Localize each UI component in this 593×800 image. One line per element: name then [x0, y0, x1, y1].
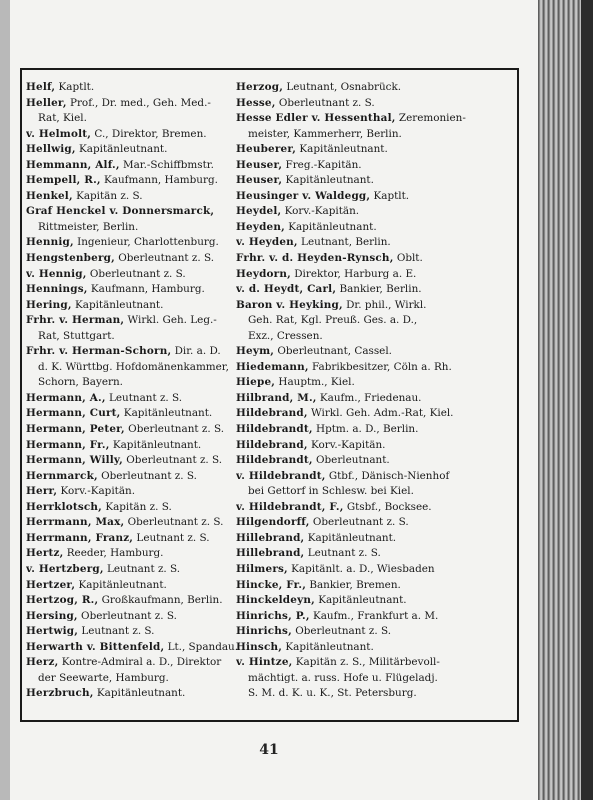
entry-details: Lt., Spandau.: [164, 640, 239, 653]
entry-name: Hildebrandt,: [236, 423, 313, 436]
entry-details: S. M. d. K. u. K., St. Petersburg.: [248, 687, 417, 700]
directory-entry: [26, 189, 252, 205]
entry-continuation-line: [26, 360, 252, 376]
entry-details: Leutnant, Osnabrück.: [283, 81, 402, 93]
entry-details: Exz., Cressen.: [248, 329, 323, 342]
entry-name: Hiepe,: [236, 376, 276, 389]
entry-name: Hincke, Fr.,: [236, 578, 307, 591]
entry-name: Hilgendorff,: [236, 516, 310, 529]
directory-entry: [236, 344, 508, 360]
entry-name: v. d. Heydt, Carl,: [236, 283, 337, 296]
directory-entry: [236, 189, 508, 205]
entry-name: v. Hennig,: [26, 267, 87, 280]
directory-entry: [236, 96, 508, 112]
entry-name: Hinrichs, P.,: [236, 609, 310, 622]
entry-details: Kaufmann, Hamburg.: [100, 174, 218, 187]
directory-entry: [236, 453, 508, 469]
directory-entry: [236, 158, 508, 174]
directory-entry: [26, 686, 252, 702]
entry-details: Mar.-Schiffbmstr.: [119, 158, 214, 171]
entry-name: Hennig,: [26, 236, 74, 249]
entry-details: Wirkl. Geh. Leg.-: [124, 314, 217, 327]
entry-name: Frhr. v. Herman-Schorn,: [26, 345, 172, 358]
directory-entry: [26, 484, 252, 500]
directory-entry: [26, 80, 252, 96]
entry-details: Kaptlt.: [370, 189, 410, 202]
entry-details: Kapitänleutnant.: [282, 640, 374, 653]
entry-details: Dr. phil., Wirkl.: [342, 298, 427, 311]
entry-name: Heusinger v. Waldegg,: [236, 189, 371, 202]
entry-details: Rittmeister, Berlin.: [38, 220, 139, 233]
directory-entry: [26, 453, 252, 469]
directory-entry: [26, 96, 252, 112]
directory-entry: [236, 609, 508, 625]
entry-details: Oberleutnant z. S.: [124, 423, 224, 436]
directory-entry: [26, 173, 252, 189]
entry-details: Bankier, Berlin.: [336, 283, 422, 296]
entry-details: Großkaufmann, Berlin.: [98, 594, 223, 607]
directory-entry: [26, 158, 252, 174]
entry-name: Hilmers,: [236, 562, 288, 575]
entry-name: Hilbrand, M.,: [236, 391, 317, 404]
entry-continuation-line: [26, 671, 252, 687]
directory-entry: [26, 422, 252, 438]
directory-entry: [26, 609, 252, 625]
directory-entry: [26, 344, 252, 360]
entry-name: Heuberer,: [236, 143, 297, 156]
entry-details: Oberleutnant z. S.: [309, 516, 409, 529]
entry-details: Leutnant, Berlin.: [297, 236, 391, 249]
entry-name: Hillebrand,: [236, 547, 305, 560]
page-number: 41: [259, 742, 279, 758]
entry-name: Hildebrandt,: [236, 454, 313, 467]
entry-name: Hertwig,: [26, 625, 79, 638]
directory-entry: [236, 251, 508, 267]
directory-entry: [26, 142, 252, 158]
entry-details: Kapitänleutnant.: [284, 220, 377, 233]
entry-details: Oberleutnant.: [312, 454, 390, 467]
entry-name: v. Hildebrandt, F.,: [236, 500, 344, 513]
entry-details: Fabrikbesitzer, Cöln a. Rh.: [308, 360, 452, 373]
entry-details: Kaufmann, Hamburg.: [87, 283, 205, 296]
entry-details: Kapitänleutnant.: [109, 438, 202, 451]
directory-entry: [26, 127, 252, 143]
book-spine-shadow: [581, 0, 593, 800]
entry-name: v. Helmolt,: [26, 127, 92, 140]
entry-details: C., Direktor, Bremen.: [91, 127, 207, 140]
entry-details: Hptm. a. D., Berlin.: [312, 423, 419, 436]
directory-entry: [236, 220, 508, 236]
entry-name: Hempell, R.,: [26, 174, 101, 187]
entry-name: Hennings,: [26, 283, 88, 296]
entry-name: Heym,: [236, 345, 275, 358]
left-column: [26, 80, 252, 702]
directory-entry: [236, 624, 508, 640]
directory-entry: [236, 593, 508, 609]
directory-entry: [236, 422, 508, 438]
directory-entry: [26, 593, 252, 609]
directory-entry: [26, 624, 252, 640]
entry-details: Wirkl. Geh. Adm.-Rat, Kiel.: [307, 407, 454, 420]
directory-entry: [26, 515, 252, 531]
entry-details: Kapitänleutnant.: [93, 687, 186, 700]
entry-details: Direktor, Harburg a. E.: [290, 267, 417, 280]
entry-details: Gtsbf., Bocksee.: [343, 500, 432, 513]
entry-continuation-line: [236, 686, 508, 702]
entry-details: Oberleutnant z. S.: [291, 625, 392, 638]
entry-details: Reeder, Hamburg.: [63, 547, 164, 560]
entry-continuation-line: [26, 375, 252, 391]
entry-name: Herrmann, Max,: [26, 516, 125, 529]
entry-details: Kapitän z. S.: [102, 500, 172, 513]
entry-name: Hermann, Curt,: [26, 407, 121, 420]
entry-details: Freg.-Kapitän.: [282, 158, 362, 171]
entry-name: Herrmann, Franz,: [26, 531, 134, 544]
entry-details: Oberleutnant z. S.: [86, 267, 186, 280]
entry-name: Hernmarck,: [26, 469, 98, 482]
entry-name: Frhr. v. d. Heyden-Rynsch,: [236, 252, 394, 265]
directory-entry: [26, 655, 252, 671]
entry-details: Ingenieur, Charlottenburg.: [73, 236, 219, 249]
entry-details: Geh. Rat, Kgl. Preuß. Ges. a. D.,: [248, 314, 418, 327]
entry-name: Herrklotsch,: [26, 500, 103, 513]
entry-details: Leutnant z. S.: [105, 391, 183, 404]
entry-details: Dir. a. D.: [171, 345, 221, 358]
directory-entry: [236, 406, 508, 422]
entry-details: Oblt.: [393, 252, 423, 265]
entry-details: Rat, Kiel.: [38, 112, 87, 125]
entry-details: Rat, Stuttgart.: [38, 329, 115, 342]
directory-entry: [236, 298, 508, 314]
directory-entry: [236, 80, 508, 96]
directory-entry: [26, 438, 252, 454]
entry-details: d. K. Württbg. Hofdomänenkammer,: [38, 360, 229, 373]
entry-name: v. Heyden,: [236, 236, 298, 249]
directory-entry: [26, 313, 252, 329]
entry-name: Hermann, Fr.,: [26, 438, 110, 451]
directory-entry: [236, 204, 508, 220]
entry-details: Kapitänleutnant.: [75, 143, 168, 156]
entry-name: Heuser,: [236, 174, 283, 187]
entry-name: Graf Henckel v. Donnersmarck,: [26, 205, 215, 218]
entry-details: Kapitän z. S., Militärbevoll-: [292, 656, 440, 669]
directory-entry: [236, 235, 508, 251]
directory-entry: [26, 640, 252, 656]
entry-details: Kaptlt.: [55, 81, 95, 93]
entry-details: Prof., Dr. med., Geh. Med.-: [66, 96, 211, 109]
entry-details: Leutnant z. S.: [133, 531, 210, 544]
entry-name: Herz,: [26, 656, 59, 669]
directory-entry: [26, 546, 252, 562]
entry-details: Kapitänleutnant.: [304, 531, 397, 544]
directory-entry: [26, 500, 252, 516]
directory-entry: [236, 515, 508, 531]
entry-name: Hertzer,: [26, 578, 76, 591]
entry-details: Kapitänleutnant.: [282, 174, 374, 187]
entry-details: Zeremonien-: [395, 112, 466, 125]
entry-details: Kapitänleutnant.: [296, 143, 388, 156]
entry-name: Hellwig,: [26, 143, 76, 156]
entry-name: Hengstenberg,: [26, 252, 115, 265]
entry-details: mächtigt. a. russ. Hofe u. Flügeladj.: [248, 671, 438, 684]
entry-details: Kaufm., Friedenau.: [316, 391, 422, 404]
directory-entry: [236, 562, 508, 578]
entry-name: Hermann, A.,: [26, 391, 106, 404]
entry-name: Hering,: [26, 298, 72, 311]
directory-entry: [26, 251, 252, 267]
entry-continuation-line: [236, 313, 508, 329]
directory-entry: [236, 546, 508, 562]
entry-name: Hermann, Peter,: [26, 423, 125, 436]
entry-details: Leutnant z. S.: [103, 562, 181, 575]
directory-entry: [26, 298, 252, 314]
entry-details: Oberleutnant z. S.: [114, 252, 215, 265]
entry-continuation-line: [26, 220, 252, 236]
entry-details: Schorn, Bayern.: [38, 376, 123, 389]
entry-details: Kapitänleutnant.: [71, 298, 164, 311]
directory-entry: [236, 282, 508, 298]
entry-name: v. Hildebrandt,: [236, 469, 326, 482]
entry-continuation-line: [236, 484, 508, 500]
entry-details: Oberleutnant, Cassel.: [274, 345, 392, 358]
entry-name: Herr,: [26, 485, 58, 498]
book-page-edges: [538, 0, 593, 800]
entry-details: Kapitän z. S.: [72, 189, 143, 202]
entry-details: Gtbf., Dänisch-Nienhof: [325, 469, 450, 482]
directory-entry: [236, 111, 508, 127]
entry-details: Korv.-Kapitän.: [281, 205, 360, 218]
entry-details: Kapitänleutnant.: [314, 594, 407, 607]
entry-name: Hesse Edler v. Hessenthal,: [236, 112, 396, 125]
entry-name: Henkel,: [26, 189, 73, 202]
directory-entry: [236, 142, 508, 158]
entry-details: Korv.-Kapitän.: [307, 438, 386, 451]
directory-entry: [26, 531, 252, 547]
entry-details: Oberleutnant z. S.: [122, 454, 223, 467]
directory-entry: [236, 173, 508, 189]
entry-details: Kapitänlt. a. D., Wiesbaden: [287, 562, 435, 575]
entry-name: Hiedemann,: [236, 360, 309, 373]
entry-name: Hermann, Willy,: [26, 454, 123, 467]
entry-details: Oberleutnant z. S.: [124, 516, 224, 529]
directory-entry: [236, 578, 508, 594]
entry-details: Kaufm., Frankfurt a. M.: [309, 609, 439, 622]
entry-details: Oberleutnant z. S.: [77, 609, 177, 622]
directory-entry: [26, 578, 252, 594]
entry-details: Oberleutnant z. S.: [275, 96, 375, 109]
entry-continuation-line: [236, 671, 508, 687]
entry-name: Hildebrand,: [236, 438, 308, 451]
directory-entry: [26, 562, 252, 578]
entry-name: Heyden,: [236, 220, 285, 233]
entry-name: Hertz,: [26, 547, 64, 560]
entry-name: Hinckeldeyn,: [236, 594, 315, 607]
entry-name: Heydel,: [236, 205, 282, 218]
entry-details: Leutnant z. S.: [78, 625, 155, 638]
directory-entry: [236, 267, 508, 283]
entry-name: v. Hintze,: [236, 656, 293, 669]
entry-name: Helf,: [26, 81, 56, 93]
entry-name: Hillebrand,: [236, 531, 305, 544]
entry-continuation-line: [26, 329, 252, 345]
entry-name: Baron v. Heyking,: [236, 298, 343, 311]
directory-entry: [236, 500, 508, 516]
entry-details: der Seewarte, Hamburg.: [38, 671, 169, 684]
directory-entry: [236, 640, 508, 656]
entry-name: Herzbruch,: [26, 687, 94, 700]
right-column: [236, 80, 508, 702]
entry-details: Korv.-Kapitän.: [57, 485, 136, 498]
directory-entry: [26, 406, 252, 422]
directory-entry: [26, 469, 252, 485]
directory-entry: [236, 655, 508, 671]
directory-entry: [26, 267, 252, 283]
directory-entry: [26, 235, 252, 251]
entry-name: Herzog,: [236, 81, 284, 93]
entry-name: Hersing,: [26, 609, 78, 622]
directory-entry: [236, 375, 508, 391]
entry-name: Hildebrand,: [236, 407, 308, 420]
directory-entry: [26, 391, 252, 407]
entry-continuation-line: [26, 111, 252, 127]
directory-entry: [236, 391, 508, 407]
entry-name: Hemmann, Alf.,: [26, 158, 120, 171]
entry-name: Hertzog, R.,: [26, 594, 99, 607]
directory-entry: [26, 204, 252, 220]
entry-name: v. Hertzberg,: [26, 562, 104, 575]
entry-details: Bankier, Bremen.: [306, 578, 401, 591]
directory-entry: [26, 282, 252, 298]
entry-continuation-line: [236, 329, 508, 345]
entry-details: Leutnant z. S.: [304, 547, 381, 560]
directory-entry: [236, 469, 508, 485]
entry-name: Heuser,: [236, 158, 283, 171]
entry-name: Hinrichs,: [236, 625, 292, 638]
entry-details: Kapitänleutnant.: [120, 407, 213, 420]
directory-entry: [236, 531, 508, 547]
entry-details: Hauptm., Kiel.: [275, 376, 355, 389]
entry-name: Hinsch,: [236, 640, 283, 653]
entry-name: Hesse,: [236, 96, 276, 109]
entry-details: bei Gettorf in Schlesw. bei Kiel.: [248, 485, 414, 498]
directory-entry: [236, 438, 508, 454]
entry-continuation-line: [236, 127, 508, 143]
directory-entry: [236, 360, 508, 376]
entry-name: Herwarth v. Bittenfeld,: [26, 640, 165, 653]
entry-name: Frhr. v. Herman,: [26, 314, 125, 327]
entry-name: Heydorn,: [236, 267, 291, 280]
entry-details: Kapitänleutnant.: [75, 578, 167, 591]
entry-details: Oberleutnant z. S.: [97, 469, 197, 482]
entry-details: meister, Kammerherr, Berlin.: [248, 127, 402, 140]
entry-name: Heller,: [26, 96, 67, 109]
entry-details: Kontre-Admiral a. D., Direktor: [58, 656, 222, 669]
